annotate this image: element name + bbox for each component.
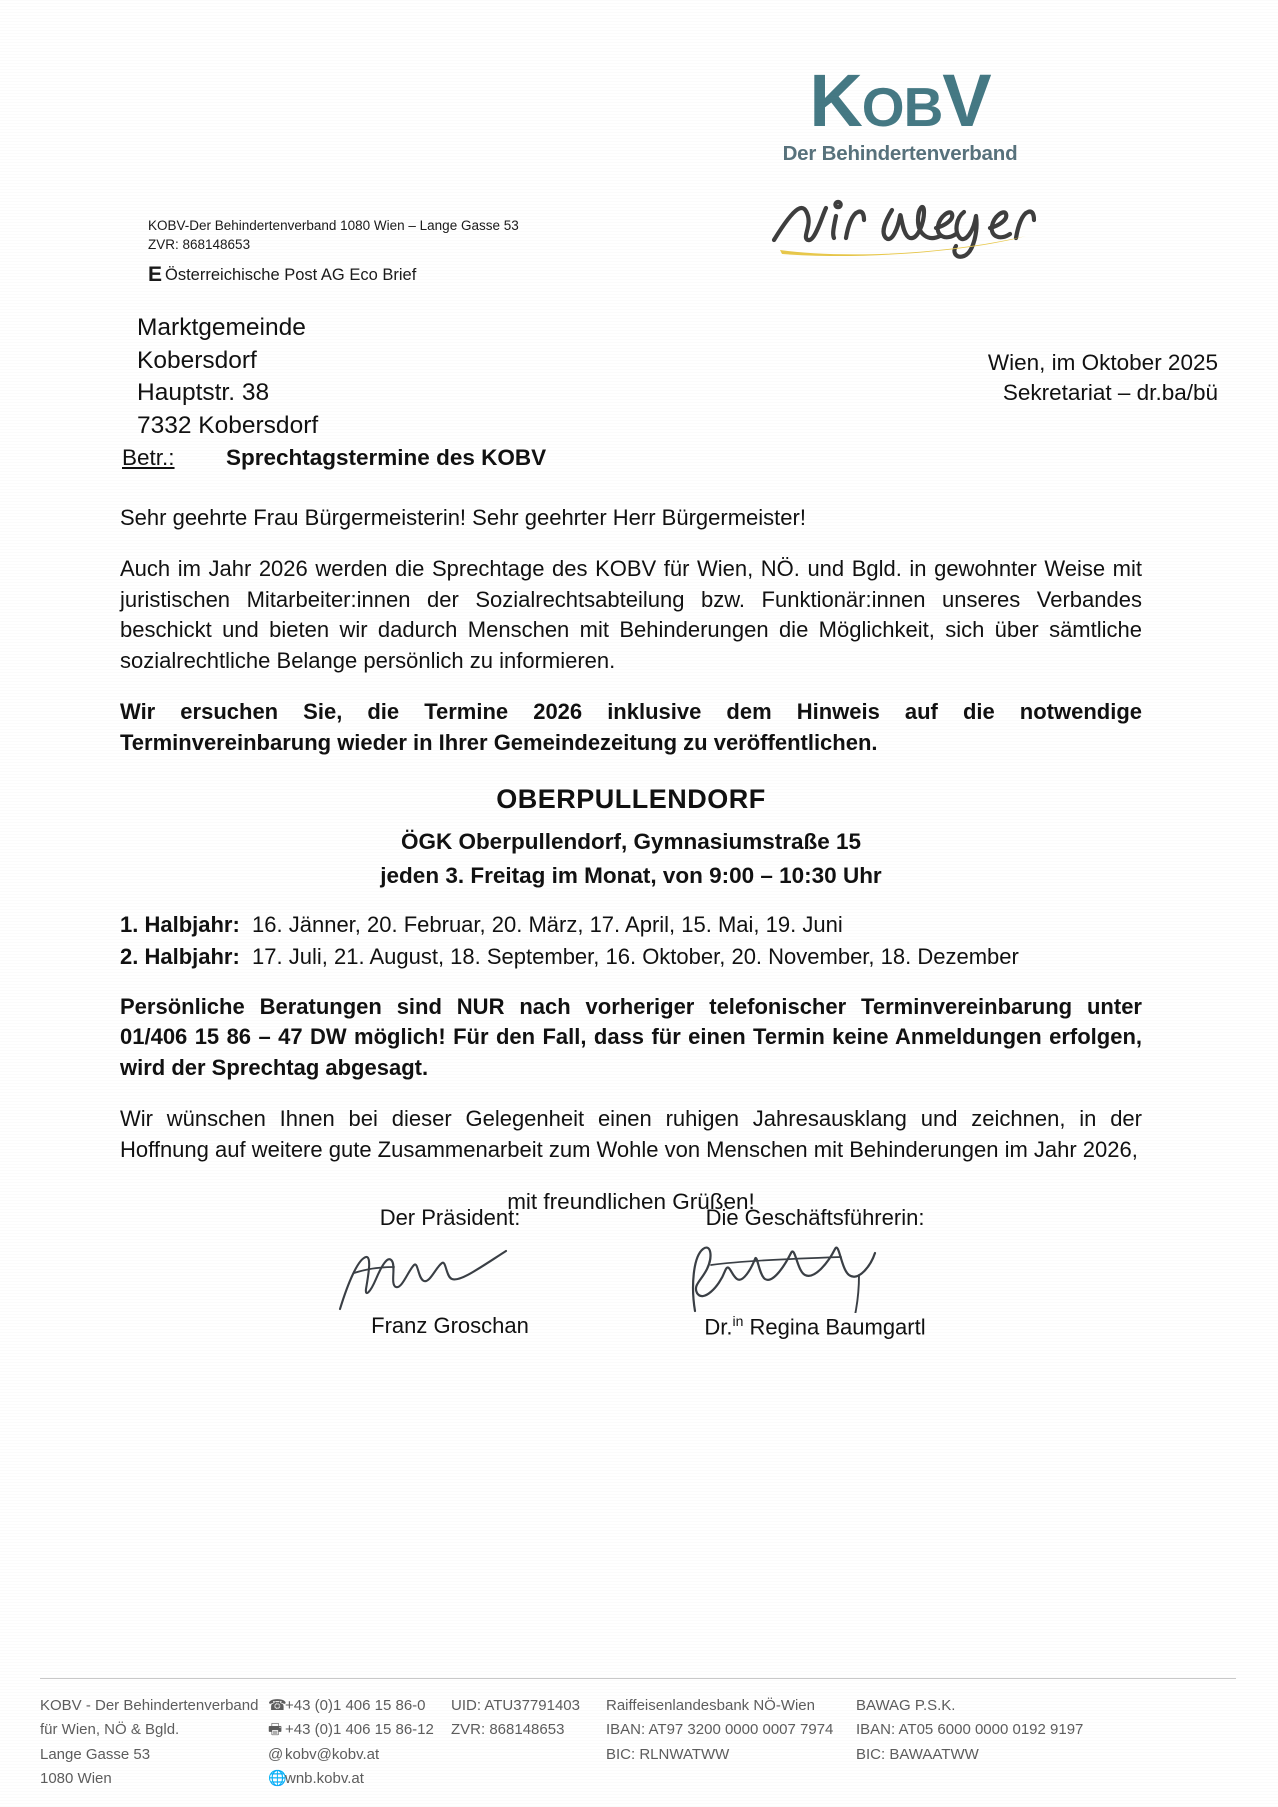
- managing-director-role: Die Geschäftsführerin:: [705, 1205, 925, 1230]
- location-city: OBERPULLENDORF: [496, 783, 766, 814]
- recipient-line-2: Kobersdorf: [137, 346, 257, 374]
- salutation: Sehr geehrte Frau Bürgermeisterin! Sehr geehrter Herr Bürgermeister!: [120, 505, 806, 530]
- half-year-1-label: 1. Halbjahr:: [120, 912, 240, 938]
- logo-subtitle: Der Behindertenverband: [782, 142, 1018, 166]
- greeting-line: mit freundlichen Grüßen!: [507, 1188, 755, 1214]
- footer-phone-row: [268, 1694, 451, 1718]
- signature-managing-director: [645, 1205, 985, 1340]
- footer-bank-1-iban: IBAN: AT97 3200 0000 0007 7974: [606, 1721, 834, 1739]
- footer-web-row[interactable]: [268, 1767, 451, 1791]
- footer-zvr: ZVR: 868148653: [451, 1721, 565, 1739]
- reference-code: Sekretariat – dr.ba/bü: [1002, 380, 1218, 406]
- footer-email[interactable]: kobv@kobv.at: [285, 1745, 380, 1763]
- footer-org-city: 1080 Wien: [40, 1769, 112, 1787]
- footer-uid: UID: ATU37791403: [451, 1697, 580, 1714]
- letter-footer: [40, 1694, 1240, 1791]
- managing-director-signature-image: [645, 1231, 985, 1313]
- footer-bank-2-name: BAWAG P.S.K.: [856, 1697, 956, 1714]
- footer-org-street: Lange Gasse 53: [40, 1745, 151, 1763]
- footer-bank-bawag-column: [856, 1694, 1106, 1791]
- sender-zvr: ZVR: 868148653: [148, 237, 251, 253]
- footer-bank-raiffeisen-column: [606, 1694, 856, 1791]
- footer-website[interactable]: wnb.kobv.at: [285, 1769, 364, 1787]
- half-year-2-dates: 17. Juli, 21. August, 18. September, 16. Oktober, 20. November, 18. Dezember: [252, 944, 1019, 970]
- post-eco-brief: E Österreichische Post AG Eco Brief: [148, 263, 417, 287]
- kobv-logo: [770, 59, 1030, 166]
- president-name: Franz Groschan: [371, 1313, 529, 1338]
- globe-icon: 🌐: [268, 1769, 287, 1787]
- name-superscript: in: [732, 1313, 744, 1329]
- place-and-date: Wien, im Oktober 2025: [987, 350, 1218, 375]
- fax-icon: 🖶: [268, 1721, 283, 1739]
- paragraph-intro: Auch im Jahr 2026 werden die Sprechtage des KOBV für Wien, NÖ. und Bgld. in gewohnter Weise mit juristischen Mitarbeiter:innen der Sozialrechtsabteilung bzw. Funktionär:innen unseres Verbandes beschickt und bieten wir dadurch Menschen mit Behinderungen die Möglichkeit, sich über sämtliche sozialrechtliche Belange persönlich zu informieren.: [120, 555, 1142, 674]
- president-role: Der Präsident:: [379, 1205, 521, 1230]
- recipient-line-3: Hauptstr. 38: [137, 379, 270, 407]
- location-venue: ÖGK Oberpullendorf, Gymnasiumstraße 15: [400, 829, 862, 855]
- footer-bank-1-bic: BIC: RLNWATWW: [606, 1745, 730, 1763]
- at-sign-icon: @: [268, 1745, 284, 1763]
- half-year-1-dates: 16. Jänner, 20. Februar, 20. März, 17. April, 15. Mai, 19. Juni: [252, 912, 843, 938]
- footer-phone: +43 (0)1 406 15 86-0: [285, 1697, 426, 1714]
- location-schedule: jeden 3. Freitag im Monat, von 9:00 – 10:30 Uhr: [380, 862, 882, 888]
- footer-fax: +43 (0)1 406 15 86-12: [285, 1721, 434, 1739]
- footer-divider: [40, 1678, 1236, 1679]
- footer-ids-column: [451, 1694, 606, 1791]
- sender-line: [148, 216, 519, 290]
- paragraph-closing: Wir wünschen Ihnen bei dieser Gelegenheit einen ruhigen Jahresausklang und zeichnen, in der Hoffnung auf weitere gute Zusammenarbeit zum Wohle von Menschen mit Behinderungen im Jahr 2026,: [120, 1105, 1142, 1162]
- logo-claim-wir-bewegen: [768, 186, 1036, 260]
- footer-fax-row: [268, 1718, 451, 1742]
- recipient-address: [137, 312, 318, 442]
- appointment-dates: [120, 909, 1142, 973]
- half-year-2-row: [120, 941, 1142, 973]
- signature-president: [310, 1205, 590, 1339]
- footer-org-region: für Wien, NÖ & Bgld.: [40, 1721, 180, 1739]
- subject-value: Sprechtagstermine des KOBV: [226, 445, 547, 470]
- recipient-line-1: Marktgemeinde: [137, 314, 306, 341]
- paragraph-booking-notice: Persönliche Beratungen sind NUR nach vorheriger telefonischer Terminvereinbarung unter 01/406 15 86 – 47 DW möglich! Für den Fall, dass für einen Termin keine Anmeldungen erfolgen, wird der Sprechtag abgesagt.: [120, 993, 1142, 1081]
- paragraph-request: Wir ersuchen Sie, die Termine 2026 inklusive dem Hinweis auf die notwendige Terminvereinbarung wieder in Ihrer Gemeindezeitung zu veröffentlichen.: [120, 698, 1142, 755]
- sender-address: KOBV-Der Behindertenverband 1080 Wien – Lange Gasse 53: [148, 218, 519, 233]
- logo-wordmark: KOBV: [809, 59, 991, 142]
- half-year-1-row: [120, 909, 1142, 941]
- location-block: [120, 781, 1142, 892]
- recipient-line-4: 7332 Kobersdorf: [137, 411, 319, 439]
- half-year-2-label: 2. Halbjahr:: [120, 944, 240, 970]
- president-signature-image: [310, 1231, 590, 1313]
- phone-icon: ☎: [268, 1697, 287, 1714]
- letter-body: [120, 503, 1142, 1221]
- footer-email-row[interactable]: [268, 1743, 451, 1767]
- managing-director-name: Dr.$^{in}$ Regina Baumgartl: [704, 1313, 926, 1340]
- footer-bank-1-name: Raiffeisenlandesbank NÖ-Wien: [606, 1697, 815, 1714]
- eco-brief-mark-icon: E: [148, 263, 163, 287]
- subject-label: Betr.:: [122, 445, 175, 470]
- date-reference-block: [988, 348, 1218, 408]
- footer-org-name: KOBV - Der Behindertenverband: [40, 1697, 259, 1714]
- footer-contact-column: [268, 1694, 451, 1791]
- footer-bank-2-bic: BIC: BAWAATWW: [856, 1745, 979, 1763]
- footer-org-column: [40, 1694, 268, 1791]
- signature-area: [120, 1205, 1142, 1395]
- subject-line: [122, 445, 546, 471]
- footer-bank-2-iban: IBAN: AT05 6000 0000 0192 9197: [856, 1721, 1084, 1739]
